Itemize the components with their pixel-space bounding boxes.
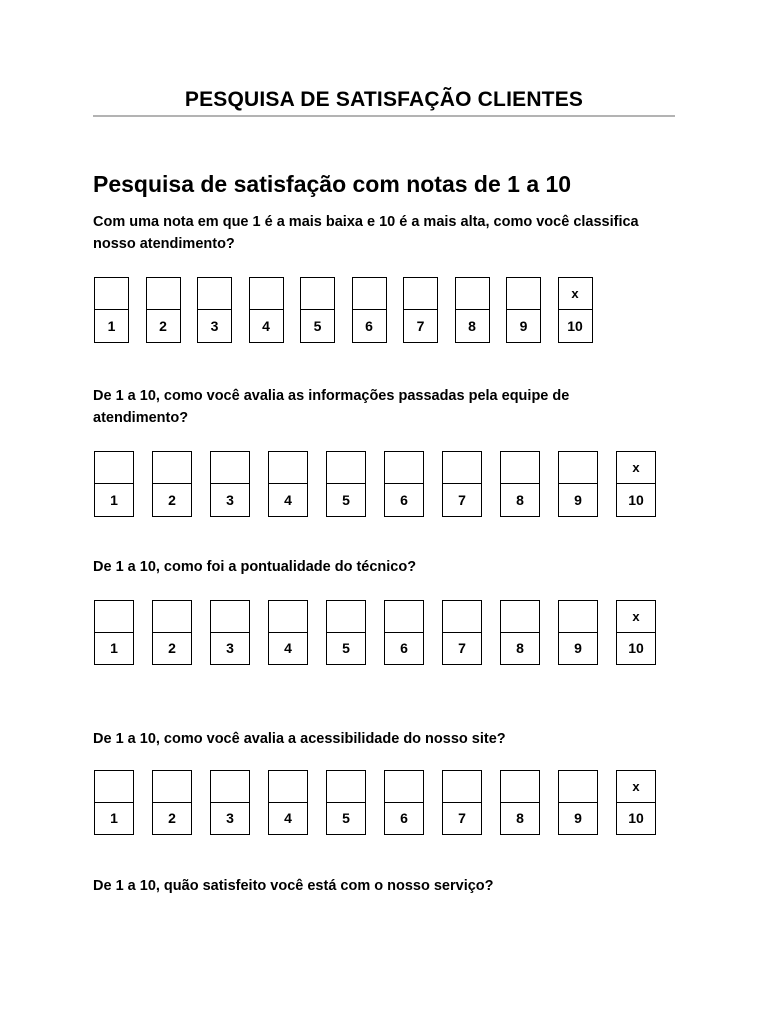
rating-checkbox[interactable] xyxy=(95,771,133,803)
rating-option-4[interactable] xyxy=(268,770,308,835)
rating-number: 1 xyxy=(110,492,118,508)
rating-checkbox[interactable] xyxy=(250,278,283,310)
rating-number: 10 xyxy=(628,492,644,508)
rating-number: 5 xyxy=(342,492,350,508)
rating-number: 7 xyxy=(458,810,466,827)
question-1-text: Com uma nota em que 1 é a mais baixa e 10 é a mais alta, como você classifica nosso atendimento? xyxy=(93,214,639,252)
rating-option-6[interactable] xyxy=(384,451,424,517)
title-divider xyxy=(93,115,675,117)
rating-option-5[interactable] xyxy=(326,451,366,517)
rating-number: 1 xyxy=(110,640,118,657)
rating-option-1[interactable] xyxy=(94,770,134,835)
rating-option-10[interactable] xyxy=(616,770,656,835)
rating-checkbox[interactable] xyxy=(559,601,597,633)
rating-number: 7 xyxy=(416,318,425,334)
rating-checkbox[interactable]: x xyxy=(617,452,655,484)
rating-option-8[interactable] xyxy=(500,770,540,835)
rating-number: 9 xyxy=(574,810,582,827)
rating-option-8[interactable] xyxy=(500,600,540,665)
rating-option-6[interactable] xyxy=(384,770,424,835)
rating-option-3[interactable] xyxy=(210,770,250,835)
rating-scale-3 xyxy=(94,600,656,665)
rating-number: 6 xyxy=(365,318,373,334)
rating-option-7[interactable] xyxy=(403,277,438,343)
rating-option-4[interactable] xyxy=(268,600,308,665)
rating-number: 1 xyxy=(110,810,118,827)
rating-number: 10 xyxy=(628,640,644,657)
rating-number: 8 xyxy=(516,810,524,827)
rating-checkbox[interactable] xyxy=(501,771,539,803)
rating-option-1[interactable] xyxy=(94,277,129,343)
rating-checkbox[interactable] xyxy=(153,452,191,484)
rating-number: 2 xyxy=(168,640,176,657)
rating-number: 4 xyxy=(262,318,270,334)
rating-checkbox[interactable] xyxy=(95,452,133,484)
rating-checkbox[interactable] xyxy=(211,452,249,484)
rating-number: 9 xyxy=(574,492,582,508)
rating-checkbox[interactable]: x xyxy=(559,278,592,310)
rating-checkbox[interactable] xyxy=(443,771,481,803)
rating-checkbox[interactable] xyxy=(198,278,231,310)
rating-option-1[interactable] xyxy=(94,451,134,517)
rating-checkbox[interactable] xyxy=(456,278,489,310)
rating-option-8[interactable] xyxy=(455,277,490,343)
rating-option-5[interactable] xyxy=(326,770,366,835)
rating-checkbox[interactable] xyxy=(211,601,249,633)
rating-checkbox[interactable] xyxy=(301,278,334,310)
rating-option-3[interactable] xyxy=(210,600,250,665)
rating-number: 6 xyxy=(400,810,408,827)
rating-option-7[interactable] xyxy=(442,451,482,517)
rating-number: 9 xyxy=(519,318,528,334)
rating-checkbox[interactable] xyxy=(153,601,191,633)
rating-option-2[interactable] xyxy=(152,451,192,517)
rating-scale-1 xyxy=(94,277,593,343)
question-2-text: De 1 a 10, como você avalia as informações passadas pela equipe de atendimento? xyxy=(93,388,570,426)
rating-checkbox[interactable]: x xyxy=(617,601,655,633)
rating-number: 6 xyxy=(400,492,408,508)
rating-option-10[interactable] xyxy=(616,451,656,517)
rating-number: 8 xyxy=(516,492,524,508)
rating-option-6[interactable] xyxy=(384,600,424,665)
rating-number: 4 xyxy=(284,492,292,508)
rating-option-9[interactable] xyxy=(558,600,598,665)
rating-number: 5 xyxy=(313,318,322,334)
rating-option-4[interactable] xyxy=(249,277,284,343)
rating-number: 10 xyxy=(567,318,583,334)
rating-number: 5 xyxy=(342,640,350,657)
rating-option-9[interactable] xyxy=(506,277,541,343)
rating-option-2[interactable] xyxy=(152,600,192,665)
rating-number: 7 xyxy=(458,640,466,657)
rating-checkbox[interactable] xyxy=(95,601,133,633)
rating-option-3[interactable] xyxy=(210,451,250,517)
rating-number: 8 xyxy=(516,640,524,657)
rating-number: 9 xyxy=(574,640,582,657)
rating-checkbox[interactable] xyxy=(269,601,307,633)
rating-checkbox[interactable]: x xyxy=(617,771,655,803)
rating-checkbox[interactable] xyxy=(269,452,307,484)
rating-option-5[interactable] xyxy=(300,277,335,343)
rating-checkbox[interactable] xyxy=(95,278,128,310)
rating-option-2[interactable] xyxy=(146,277,181,343)
rating-checkbox[interactable] xyxy=(327,601,365,633)
rating-number: 4 xyxy=(284,640,292,657)
rating-checkbox[interactable] xyxy=(501,601,539,633)
rating-number: 3 xyxy=(210,318,219,334)
rating-checkbox[interactable] xyxy=(153,771,191,803)
rating-option-8[interactable] xyxy=(500,451,540,517)
section-heading: Pesquisa de satisfação com notas de 1 a 10 xyxy=(93,171,572,197)
rating-checkbox[interactable] xyxy=(559,771,597,803)
rating-number: 6 xyxy=(400,640,408,657)
rating-option-6[interactable] xyxy=(352,277,387,343)
rating-number: 10 xyxy=(628,810,644,827)
rating-number: 8 xyxy=(468,318,476,334)
rating-option-2[interactable] xyxy=(152,770,192,835)
rating-checkbox[interactable] xyxy=(269,771,307,803)
rating-number: 3 xyxy=(226,492,234,508)
rating-checkbox[interactable] xyxy=(559,452,597,484)
rating-number: 3 xyxy=(226,640,234,657)
rating-checkbox[interactable] xyxy=(404,278,437,310)
rating-option-1[interactable] xyxy=(94,600,134,665)
rating-number: 4 xyxy=(284,810,292,827)
rating-checkbox[interactable] xyxy=(327,452,365,484)
question-5-text: De 1 a 10, quão satisfeito você está com o nosso serviço? xyxy=(93,878,494,894)
rating-scale-2 xyxy=(94,451,656,517)
rating-checkbox[interactable] xyxy=(327,771,365,803)
rating-number: 2 xyxy=(168,492,176,508)
rating-checkbox[interactable] xyxy=(507,278,540,310)
page-title: PESQUISA DE SATISFAÇÃO CLIENTES xyxy=(184,88,584,111)
rating-option-9[interactable] xyxy=(558,770,598,835)
rating-checkbox[interactable] xyxy=(443,601,481,633)
rating-option-5[interactable] xyxy=(326,600,366,665)
rating-number: 3 xyxy=(226,810,234,827)
rating-number: 7 xyxy=(458,492,466,508)
question-3-text: De 1 a 10, como foi a pontualidade do técnico? xyxy=(93,559,417,575)
rating-option-9[interactable] xyxy=(558,451,598,517)
rating-checkbox[interactable] xyxy=(443,452,481,484)
rating-option-4[interactable] xyxy=(268,451,308,517)
rating-checkbox[interactable] xyxy=(385,601,423,633)
rating-option-7[interactable] xyxy=(442,770,482,835)
rating-number: 1 xyxy=(107,318,116,334)
rating-checkbox[interactable] xyxy=(353,278,386,310)
rating-option-3[interactable] xyxy=(197,277,232,343)
rating-scale-4 xyxy=(94,770,656,835)
rating-option-10[interactable] xyxy=(558,277,593,343)
rating-number: 2 xyxy=(168,810,176,827)
rating-checkbox[interactable] xyxy=(385,771,423,803)
rating-checkbox[interactable] xyxy=(211,771,249,803)
rating-option-7[interactable] xyxy=(442,600,482,665)
question-4-text: De 1 a 10, como você avalia a acessibilidade do nosso site? xyxy=(93,731,506,747)
rating-option-10[interactable] xyxy=(616,600,656,665)
rating-checkbox[interactable] xyxy=(385,452,423,484)
rating-number: 5 xyxy=(342,810,350,827)
rating-number: 2 xyxy=(159,318,167,334)
rating-checkbox[interactable] xyxy=(147,278,180,310)
rating-checkbox[interactable] xyxy=(501,452,539,484)
